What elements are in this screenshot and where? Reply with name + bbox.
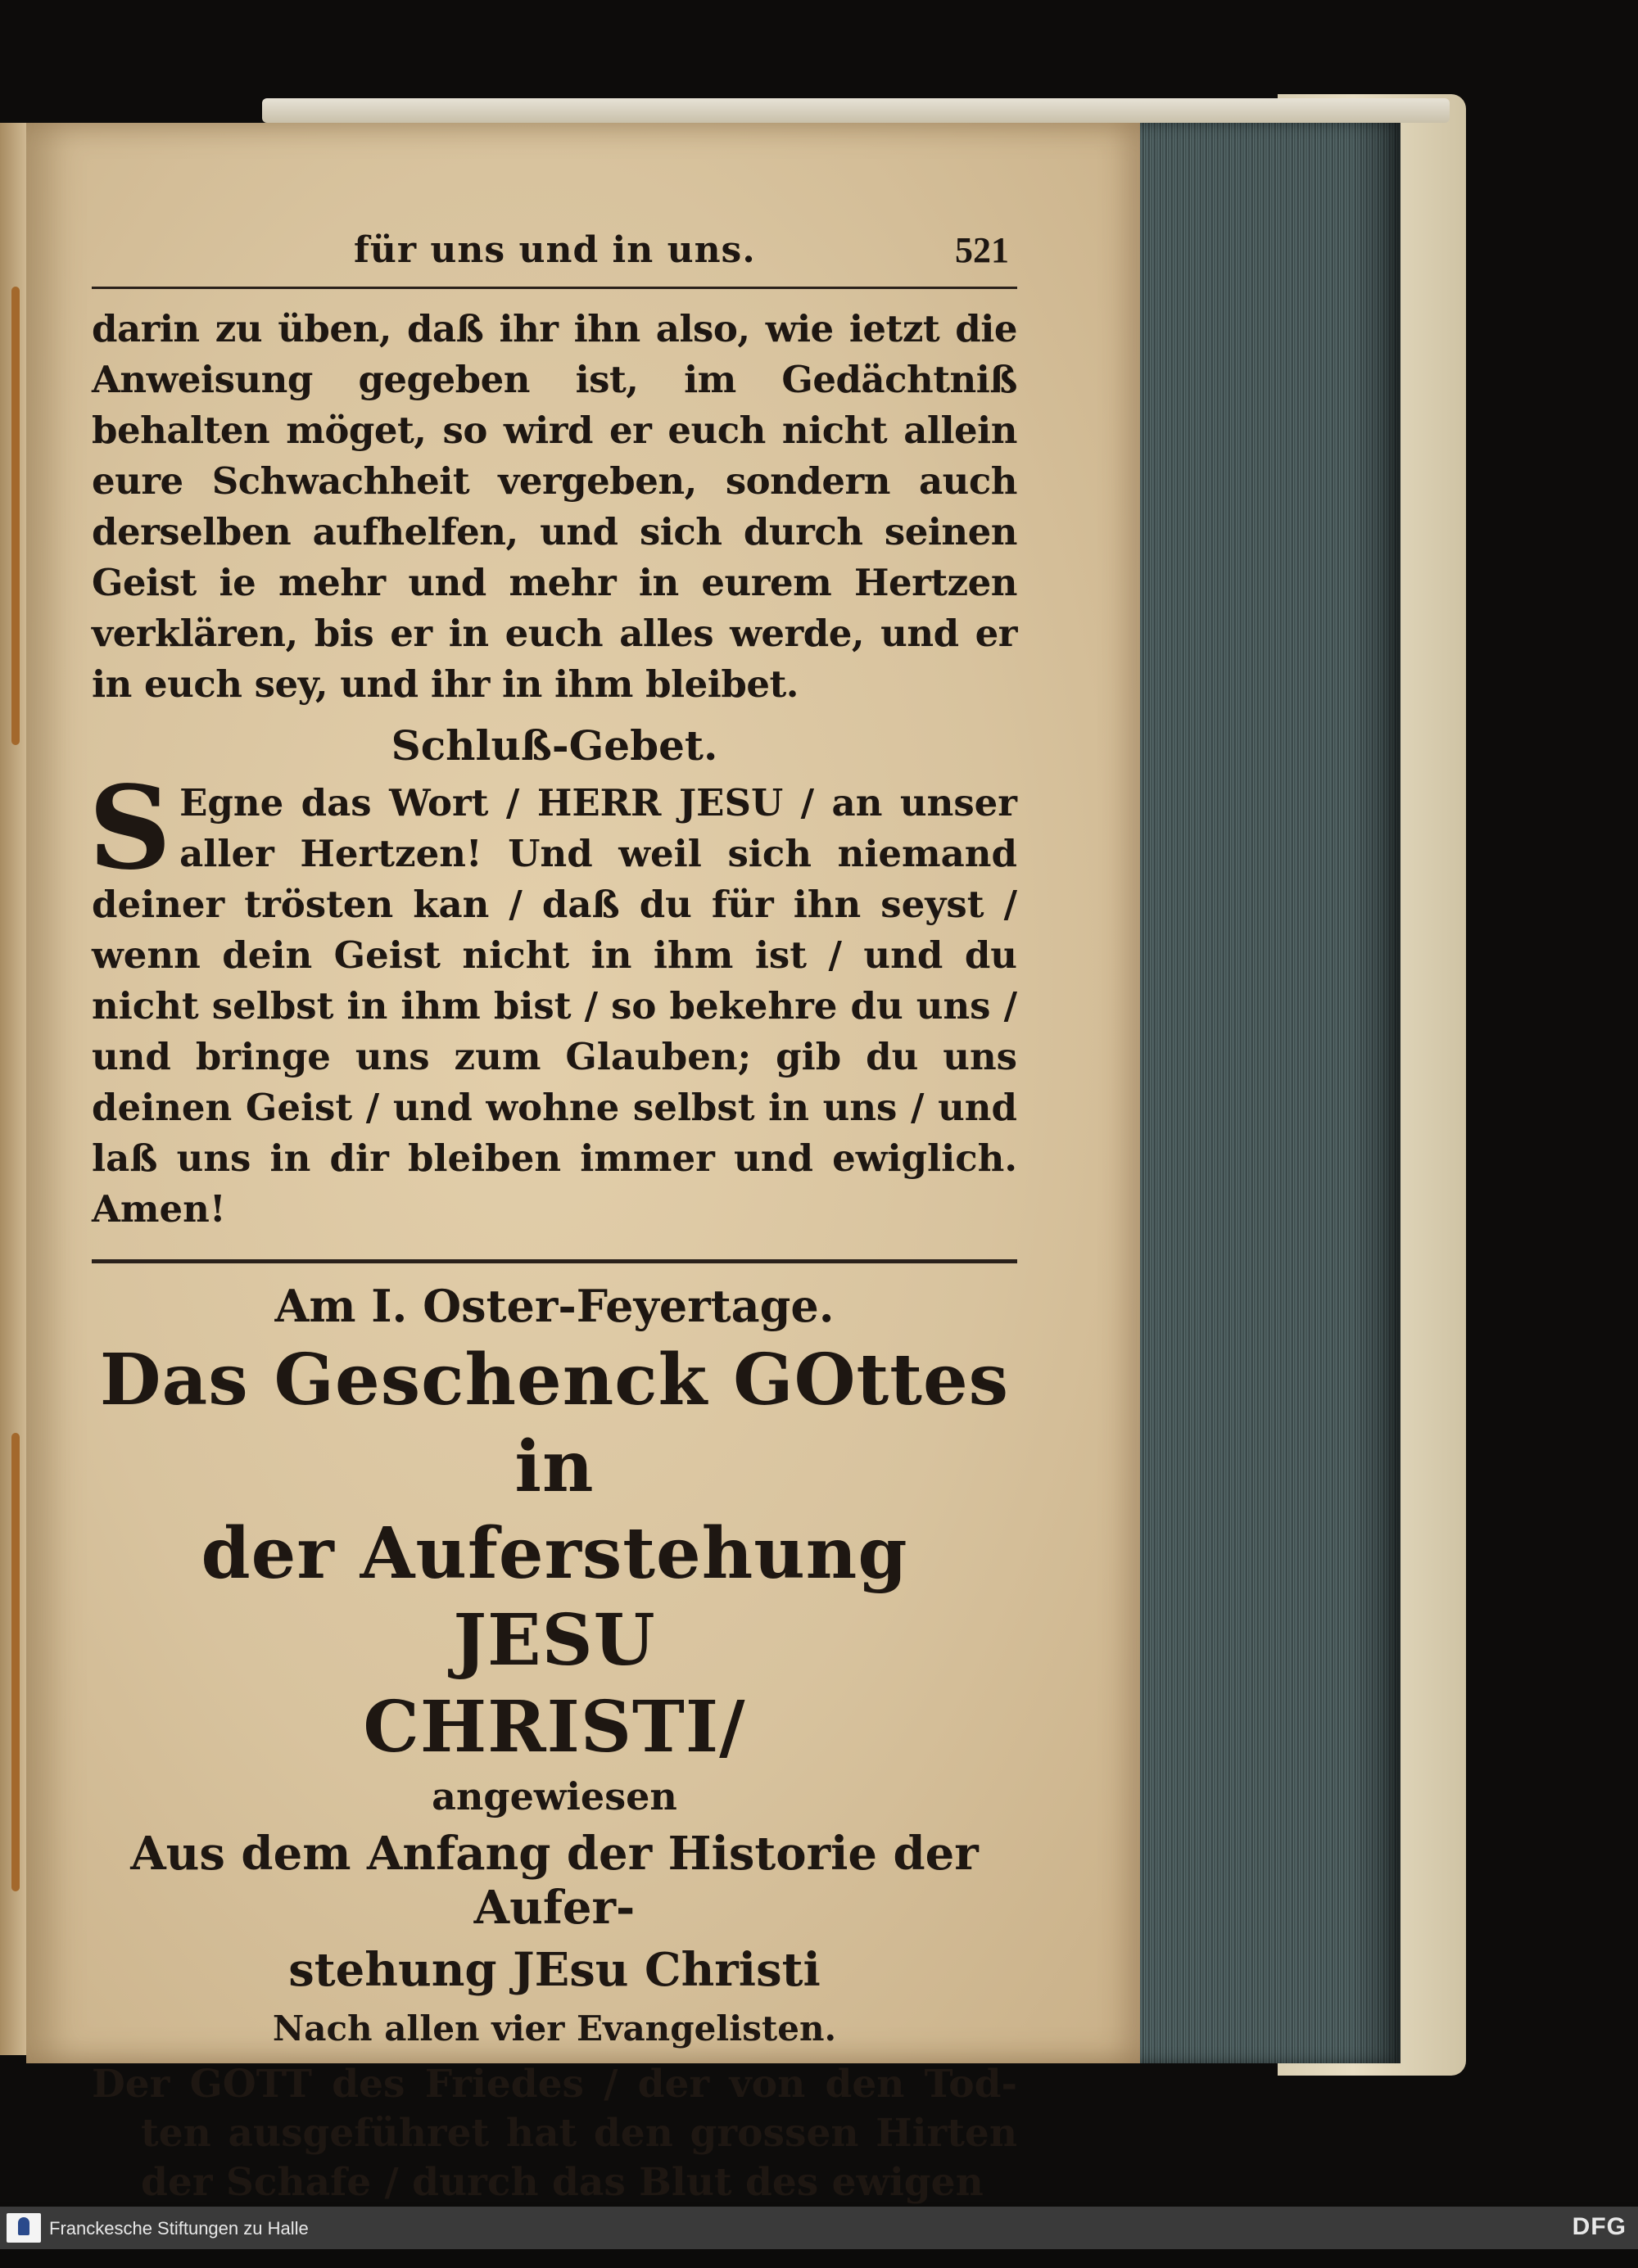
source-line: Aus dem Anfang der Historie der Aufer- bbox=[130, 1827, 979, 1935]
institution-logo-icon[interactable] bbox=[7, 2213, 41, 2243]
book bbox=[0, 106, 1466, 2205]
verse-continuation: ten ausgeführet hat den grossen Hirten der Schafe / durch das Blut des ewigen bbox=[141, 2111, 1017, 2205]
feast-heading: Am I. Oster-Feyertage. bbox=[274, 1280, 835, 1332]
sermon-title bbox=[92, 1337, 1017, 1771]
section-title: Schluß-Gebet. bbox=[391, 721, 718, 770]
source-line: stehung JEsu Christi bbox=[288, 1943, 821, 1997]
sermon-title-line: der Auferstehung JESU bbox=[201, 1512, 908, 1682]
verse-first-line: Der GOTT des Friedes / der von den Tod- bbox=[92, 2062, 1017, 2107]
page-fore-edge bbox=[1122, 123, 1400, 2063]
sermon-title-line: Das Geschenck GOttes in bbox=[99, 1339, 1010, 1508]
text-block bbox=[88, 229, 1017, 2268]
body-paragraph: darin zu üben, daß ihr ihn also, wie ietzt die Anweisung gegeben ist, im Gedächtniß behalten möget, so wird er euch nicht allein eure Schwachheit vergeben, sondern auch derselben aufhelfen, und sich durch seinen Geist ie mehr und mehr in eurem Hertzen verklären, bis er in euch alles werde, und er in euch sey, und ihr in ihm bleibet. bbox=[92, 307, 1017, 706]
running-head bbox=[92, 229, 1017, 289]
drop-cap: S bbox=[88, 761, 172, 896]
book-top-edge bbox=[262, 98, 1450, 123]
shown-line: angewiesen bbox=[432, 1774, 677, 1818]
sermon-title-line: CHRISTI/ bbox=[363, 1686, 746, 1769]
institution-name[interactable]: Franckesche Stiftungen zu Halle bbox=[49, 2218, 309, 2239]
prayer-block bbox=[88, 761, 1017, 1235]
section-divider bbox=[92, 1259, 1017, 1263]
book-page bbox=[26, 123, 1140, 2205]
prayer-text: Egne das Wort / HERR JESU / an unser aller Hertzen! Und weil sich niemand deiner trösten kan / daß du für ihn seyst / wenn dein Geist nicht in ihm ist / und du nicht selbst in ihm bist / so bekehre du uns / und bringe uns zum Glauben; gib du uns deinen Geist / und wohne selbst in uns / und laß uns in dir bleiben immer und ewiglich. Amen! bbox=[92, 781, 1017, 1231]
page-number: 521 bbox=[955, 230, 1009, 270]
running-title: für uns und in uns. bbox=[354, 229, 756, 271]
scripture-verse bbox=[92, 2060, 1017, 2207]
viewer-info-bar bbox=[0, 2207, 1638, 2249]
evangelists-line: Nach allen vier Evangelisten. bbox=[272, 2008, 837, 2049]
dfg-logo[interactable]: DFG bbox=[1572, 2213, 1627, 2240]
